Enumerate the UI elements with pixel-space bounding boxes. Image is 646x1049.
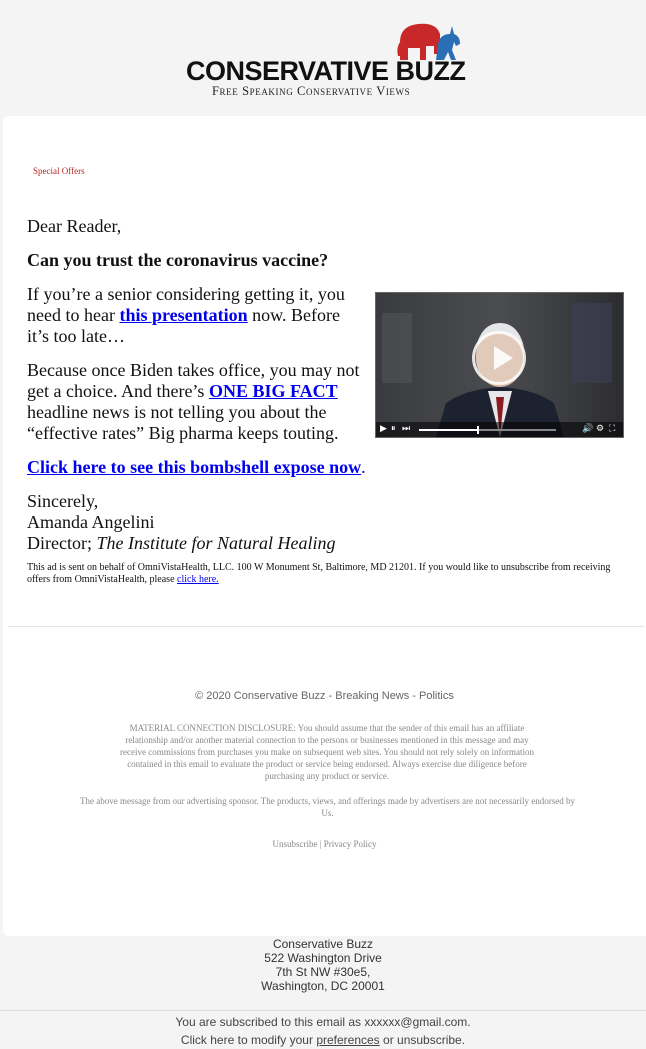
paragraph-2-text-end: headline news is not telling you about the “effective rates” Big pharma keeps touting. [27,402,339,443]
subscribed-notice: You are subscribed to this email as xxxxxx@gmail.com. [175,1015,471,1029]
sign-title-org: The Institute for Natural Healing [96,533,336,553]
sponsor-disclosure: The above message from our advertising sponsor. The products, views, and offerings made by advertisers are not necessarily endorsed by Us. [79,796,576,818]
paragraph-2-text: Because once Biden takes office, you may not get a choice. And there’s [27,360,360,401]
address-line-1: 522 Washington Drive [264,951,382,965]
sign-title [27,533,623,554]
privacy-policy-link[interactable]: Privacy Policy [323,839,377,849]
preferences-link[interactable]: preferences [316,1033,380,1047]
skip-icon[interactable]: ⏭ [402,424,411,434]
logo-subtitle: Free Speaking Conservative Views [212,84,411,98]
fullscreen-icon[interactable]: ⛶ [609,424,616,434]
modify-preferences [0,1031,646,1049]
footer-links [3,839,646,849]
divider [8,626,644,627]
headline: Can you trust the coronavirus vaccine? [27,250,329,270]
logo-title: CONSERVATIVE BUZZ [186,56,466,86]
cta-period: . [361,457,366,477]
paragraph-1-text-end: now. Before it’s too late… [27,305,340,346]
bombshell-cta-link[interactable]: Click here to see this bombshell expose now [27,457,362,477]
volume-icon[interactable]: 🔊 [582,424,594,434]
signature-block [27,491,623,554]
address-line-3: Washington, DC 20001 [261,979,385,993]
address-line-2: 7th St NW #30e5, [275,965,371,979]
ad-disclaimer-text: This ad is sent on behalf of OmniVistaHealth, LLC. 100 W Monument St, Baltimore, MD 21201. If you would like to unsubscribe from receiving offers from OmniVistaHealth, please [27,562,611,585]
settings-icon[interactable]: ⚙ [596,424,605,434]
special-offers-label: Special Offers [33,166,85,176]
link-separator: | [317,839,324,849]
subscription-footer [0,1013,646,1049]
email-body [27,216,623,586]
big-fact-link[interactable]: ONE BIG FACT [208,381,338,401]
site-logo[interactable] [186,18,466,100]
copyright: © 2020 Conservative Buzz - Breaking News - Politics [195,690,454,702]
paragraph-2 [27,360,365,444]
email-card [3,116,646,936]
address-name: Conservative Buzz [272,937,374,951]
sign-title-prefix: Director; [27,533,97,553]
play-icon[interactable]: ▶ [380,424,387,434]
sign-name: Amanda Angelini [27,512,155,532]
pause-icon[interactable]: ⏸ [391,424,396,434]
modify-text: Click here to modify your [180,1033,317,1047]
cta-paragraph [27,457,623,478]
unsubscribe-link[interactable]: Unsubscribe [272,839,318,849]
paragraph-1 [27,284,357,347]
modify-text-end: or unsubscribe. [379,1033,466,1047]
unsubscribe-advertiser-link[interactable]: click here. [177,574,219,585]
email-header [0,0,646,116]
material-disclosure: MATERIAL CONNECTION DISCLOSURE: You should assume that the sender of this email has an affiliate relationship and/or another material connection to the persons or businesses mentioned in this message and may receive commissions from purchases you make on subsequent web sites. You should not rely solely on information contained in this email to evaluate the product or service being endorsed. Always exercise due diligence before purchasing any product or service. [120,723,534,781]
paragraph-1-text: If you’re a senior considering getting it, you need to hear [27,284,345,325]
presentation-link[interactable]: this presentation [119,305,248,325]
sign-sincerely: Sincerely, [27,491,99,511]
footer-divider [0,1010,646,1011]
ad-disclaimer [27,562,623,586]
salutation: Dear Reader, [27,216,122,236]
mailing-address [0,937,646,993]
